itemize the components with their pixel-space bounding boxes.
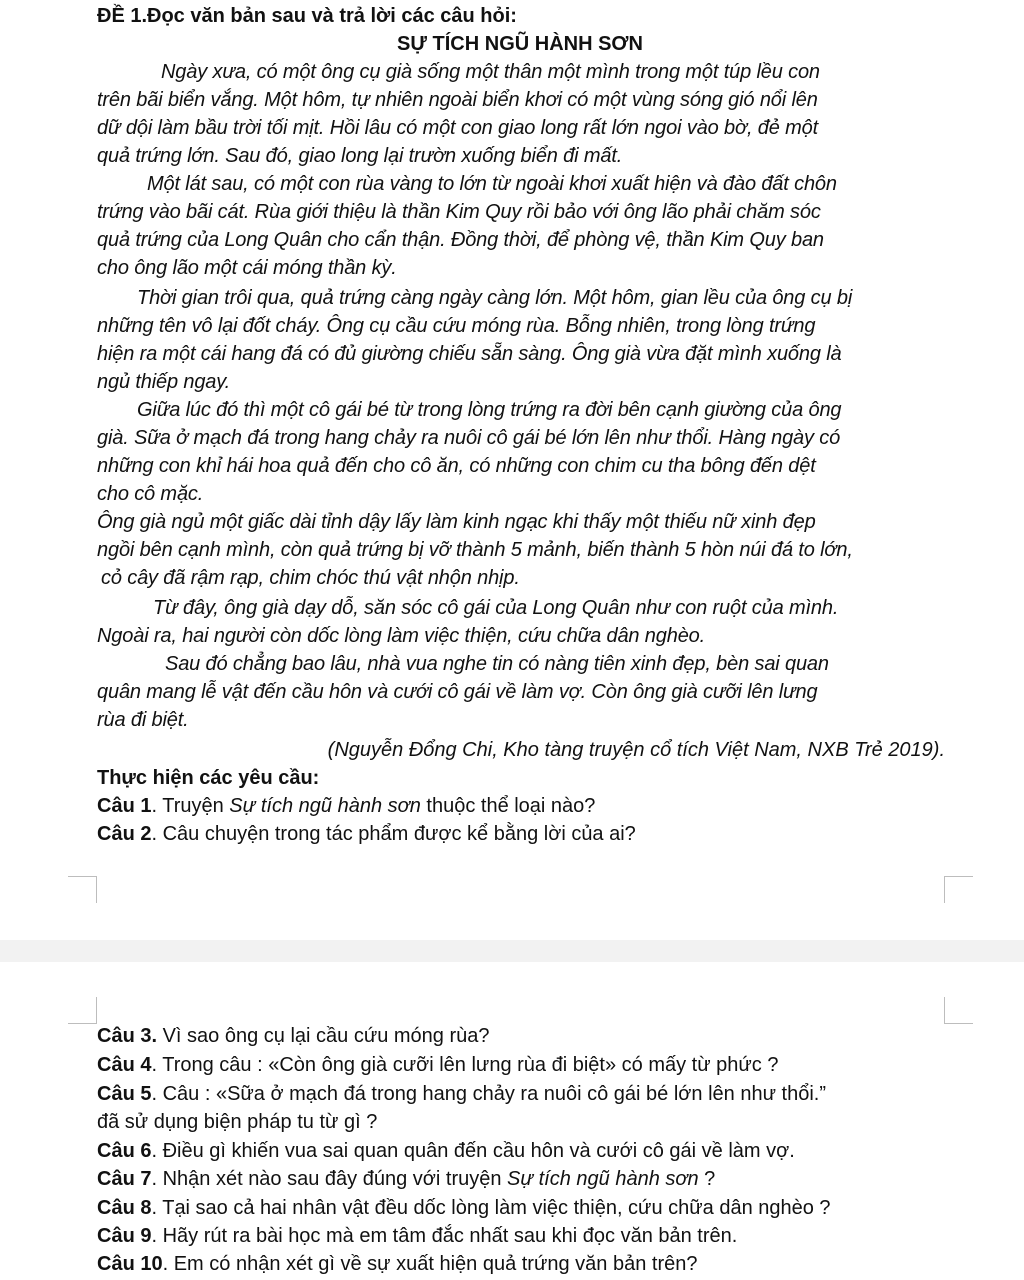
passage-line: Ngoài ra, hai người còn dốc lòng làm việc thiện, cứu chữa dân nghèo.: [97, 625, 706, 647]
source-citation: (Nguyễn Đổng Chi, Kho tàng truyện cổ tích Việt Nam, NXB Trẻ 2019).: [327, 739, 945, 761]
question-1: [97, 792, 957, 820]
passage-line: trên bãi biển vắng. Một hôm, tự nhiên ngoài biển khơi có một vùng sóng gió nổi lên: [97, 89, 818, 111]
passage-line: Một lát sau, có một con rùa vàng to lớn từ ngoài khơi xuất hiện và đào đất chôn: [147, 173, 837, 195]
question-label: Câu 10: [97, 1253, 163, 1275]
passage-line: già. Sữa ở mạch đá trong hang chảy ra nuôi cô gái bé lớn lên như thổi. Hàng ngày có: [97, 427, 841, 449]
question-label: Câu 3.: [97, 1025, 158, 1047]
question-label: Câu 7: [97, 1168, 152, 1190]
question-text: . Câu chuyện trong tác phẩm được kể bằng lời của ai?: [151, 823, 636, 845]
passage-line: cỏ cây đã rậm rạp, chim chóc thú vật nhộn nhịp.: [101, 567, 520, 589]
question-4: [97, 1051, 957, 1079]
question-label: Câu 8: [97, 1197, 152, 1219]
question-text: . Trong câu : «Còn ông già cưỡi lên lưng rùa đi biệt» có mấy từ phức ?: [151, 1054, 779, 1076]
passage-line: cho cô mặc.: [97, 483, 204, 505]
question-text: . Em có nhận xét gì về sự xuất hiện quả trứng văn bản trên?: [162, 1253, 698, 1275]
question-9: [97, 1222, 957, 1250]
passage-line: quả trứng lớn. Sau đó, giao long lại trườn xuống biển đi mất.: [97, 145, 623, 167]
page-corner-mark: [944, 876, 973, 903]
passage-line: những con khỉ hái hoa quả đến cho cô ăn, có những con chim cu tha bông đến dệt: [97, 455, 816, 477]
question-label: Câu 2: [97, 823, 152, 845]
page-corner-mark: [68, 876, 97, 903]
question-text: thuộc thể loại nào?: [420, 795, 596, 817]
passage-line: quả trứng của Long Quân cho cẩn thận. Đồng thời, để phòng vệ, thần Kim Quy ban: [97, 229, 824, 251]
question-8: [97, 1194, 957, 1222]
question-text: đã sử dụng biện pháp tu từ gì ?: [97, 1111, 378, 1133]
passage-line: cho ông lão một cái móng thần kỳ.: [97, 257, 397, 279]
question-label: Câu 4: [97, 1054, 152, 1076]
question-2: [97, 820, 957, 848]
question-text: . Tại sao cả hai nhân vật đều dốc lòng làm việc thiện, cứu chữa dân nghèo ?: [151, 1197, 831, 1219]
requirements-heading: Thực hiện các yêu cầu:: [97, 767, 320, 789]
question-text: ?: [698, 1168, 716, 1190]
exam-heading: ĐỀ 1.Đọc văn bản sau và trả lời các câu hỏi:: [97, 5, 517, 27]
question-text: . Nhận xét nào sau đây đúng với truyện: [151, 1168, 508, 1190]
passage-line: dữ dội làm bầu trời tối mịt. Hồi lâu có một con giao long rất lớn ngoi vào bờ, đẻ một: [97, 117, 819, 139]
story-name: Sự tích ngũ hành sơn: [229, 795, 421, 817]
question-7: [97, 1165, 957, 1193]
passage-line: Ông già ngủ một giấc dài tỉnh dậy lấy làm kinh ngạc khi thấy một thiếu nữ xinh đẹp: [97, 511, 816, 533]
question-3: [97, 1022, 957, 1050]
page-break: [0, 940, 1024, 962]
question-5-continued: [97, 1108, 957, 1136]
question-label: Câu 6: [97, 1140, 152, 1162]
question-5: [97, 1080, 957, 1108]
passage-line: ngồi bên cạnh mình, còn quả trứng bị vỡ thành 5 mảnh, biến thành 5 hòn núi đá to lớn,: [97, 539, 853, 561]
passage-line: trứng vào bãi cát. Rùa giới thiệu là thần Kim Quy rồi bảo với ông lão phải chăm sóc: [97, 201, 821, 223]
story-name: Sự tích ngũ hành sơn: [507, 1168, 699, 1190]
page-corner-mark: [944, 997, 973, 1024]
passage-line: Sau đó chẳng bao lâu, nhà vua nghe tin có nàng tiên xinh đẹp, bèn sai quan: [165, 653, 829, 675]
question-text: . Điều gì khiến vua sai quan quân đến cầu hôn và cưới cô gái về làm vợ.: [151, 1140, 795, 1162]
question-label: Câu 9: [97, 1225, 152, 1247]
passage-line: Giữa lúc đó thì một cô gái bé từ trong lòng trứng ra đời bên cạnh giường của ông: [137, 399, 842, 421]
question-label: Câu 5: [97, 1083, 152, 1105]
passage-line: ngủ thiếp ngay.: [97, 371, 231, 393]
story-title: SỰ TÍCH NGŨ HÀNH SƠN: [397, 33, 643, 55]
passage-line: rùa đi biệt.: [97, 709, 189, 731]
passage-line: những tên vô lại đốt cháy. Ông cụ cầu cứu móng rùa. Bỗng nhiên, trong lòng trứng: [97, 315, 816, 337]
question-10: [97, 1250, 957, 1278]
passage-line: Từ đây, ông già dạy dỗ, săn sóc cô gái của Long Quân như con ruột của mình.: [153, 597, 839, 619]
question-text: . Câu : «Sữa ở mạch đá trong hang chảy ra nuôi cô gái bé lớn lên như thổi.”: [151, 1083, 826, 1105]
question-text: . Truyện: [151, 795, 230, 817]
passage-line: quân mang lễ vật đến cầu hôn và cưới cô gái về làm vợ. Còn ông già cưỡi lên lưng: [97, 681, 818, 703]
passage-line: Thời gian trôi qua, quả trứng càng ngày càng lớn. Một hôm, gian lều của ông cụ bị: [137, 287, 853, 309]
page-corner-mark: [68, 997, 97, 1024]
question-label: Câu 1: [97, 795, 152, 817]
passage-line: Ngày xưa, có một ông cụ già sống một thân một mình trong một túp lều con: [161, 61, 820, 83]
question-text: Vì sao ông cụ lại cầu cứu móng rùa?: [157, 1025, 490, 1047]
question-6: [97, 1137, 957, 1165]
question-text: . Hãy rút ra bài học mà em tâm đắc nhất sau khi đọc văn bản trên.: [151, 1225, 738, 1247]
passage-line: hiện ra một cái hang đá có đủ giường chiếu sẵn sàng. Ông già vừa đặt mình xuống là: [97, 343, 842, 365]
